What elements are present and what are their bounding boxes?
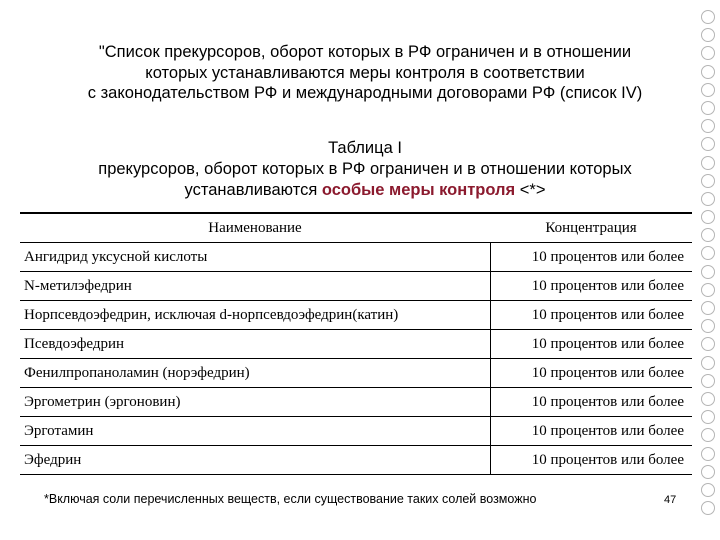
precursors-table [20, 212, 692, 475]
substance-name-cell: N-метилэфедрин [20, 272, 490, 301]
binder-ring [701, 319, 715, 333]
table-row [20, 243, 692, 272]
concentration-cell: 10 процентов или более [490, 272, 692, 301]
table-row [20, 272, 692, 301]
concentration-cell: 10 процентов или более [490, 359, 692, 388]
table-body [20, 243, 692, 475]
binder-ring [701, 337, 715, 351]
binder-ring [701, 265, 715, 279]
concentration-cell: 10 процентов или более [490, 330, 692, 359]
binder-ring [701, 174, 715, 188]
table-row [20, 301, 692, 330]
table-row [20, 359, 692, 388]
table-caption-line: Таблица I [328, 139, 402, 157]
binder-ring [701, 410, 715, 424]
binder-ring [701, 447, 715, 461]
binder-ring [701, 483, 715, 497]
binder-ring [701, 392, 715, 406]
binder-ring [701, 428, 715, 442]
binder-rings-decoration [701, 10, 719, 519]
concentration-cell: 10 процентов или более [490, 388, 692, 417]
table-caption-line [40, 180, 690, 201]
table-row [20, 417, 692, 446]
slide-title [40, 42, 690, 104]
table-caption [40, 138, 690, 201]
slide-title-line: "Список прекурсоров, оборот которых в РФ ограничен и в отношении [98, 43, 632, 61]
column-header-concentration: Концентрация [490, 213, 692, 243]
binder-ring [701, 156, 715, 170]
caption-text: устанавливаются [184, 181, 322, 199]
binder-ring [701, 65, 715, 79]
binder-ring [701, 28, 715, 42]
binder-ring [701, 501, 715, 515]
concentration-cell: 10 процентов или более [490, 446, 692, 475]
footnote: *Включая соли перечисленных веществ, если существование таких солей возможно [44, 492, 537, 506]
binder-ring [701, 210, 715, 224]
substance-name-cell: Норпсевдоэфедрин, исключая d-норпсевдоэфедрин(катин) [20, 301, 490, 330]
page-number: 47 [664, 494, 677, 506]
binder-ring [701, 83, 715, 97]
table-row [20, 446, 692, 475]
binder-ring [701, 301, 715, 315]
binder-ring [701, 228, 715, 242]
table-row [20, 330, 692, 359]
slide-title-line: которых устанавливаются меры контроля в соответствии [145, 63, 585, 82]
substance-name-cell: Фенилпропаноламин (норэфедрин) [20, 359, 490, 388]
column-header-name: Наименование [20, 213, 490, 243]
binder-ring [701, 119, 715, 133]
slide-title-line: с законодательством РФ и международными договорами РФ (список IV) [87, 84, 643, 102]
table-header-row [20, 213, 692, 243]
caption-emphasis: особые меры контроля [321, 181, 516, 199]
table-caption-line: прекурсоров, оборот которых в РФ ограничен и в отношении которых [98, 160, 632, 178]
binder-ring [701, 192, 715, 206]
caption-footnote-marker: <*> [515, 181, 546, 199]
binder-ring [701, 374, 715, 388]
concentration-cell: 10 процентов или более [490, 243, 692, 272]
substance-name-cell: Псевдоэфедрин [20, 330, 490, 359]
substance-name-cell: Ангидрид уксусной кислоты [20, 243, 490, 272]
binder-ring [701, 283, 715, 297]
binder-ring [701, 356, 715, 370]
concentration-cell: 10 процентов или более [490, 417, 692, 446]
concentration-cell: 10 процентов или более [490, 301, 692, 330]
binder-ring [701, 10, 715, 24]
binder-ring [701, 101, 715, 115]
table-row [20, 388, 692, 417]
binder-ring [701, 137, 715, 151]
substance-name-cell: Эрготамин [20, 417, 490, 446]
binder-ring [701, 246, 715, 260]
binder-ring [701, 465, 715, 479]
binder-ring [701, 46, 715, 60]
substance-name-cell: Эфедрин [20, 446, 490, 475]
substance-name-cell: Эргометрин (эргоновин) [20, 388, 490, 417]
